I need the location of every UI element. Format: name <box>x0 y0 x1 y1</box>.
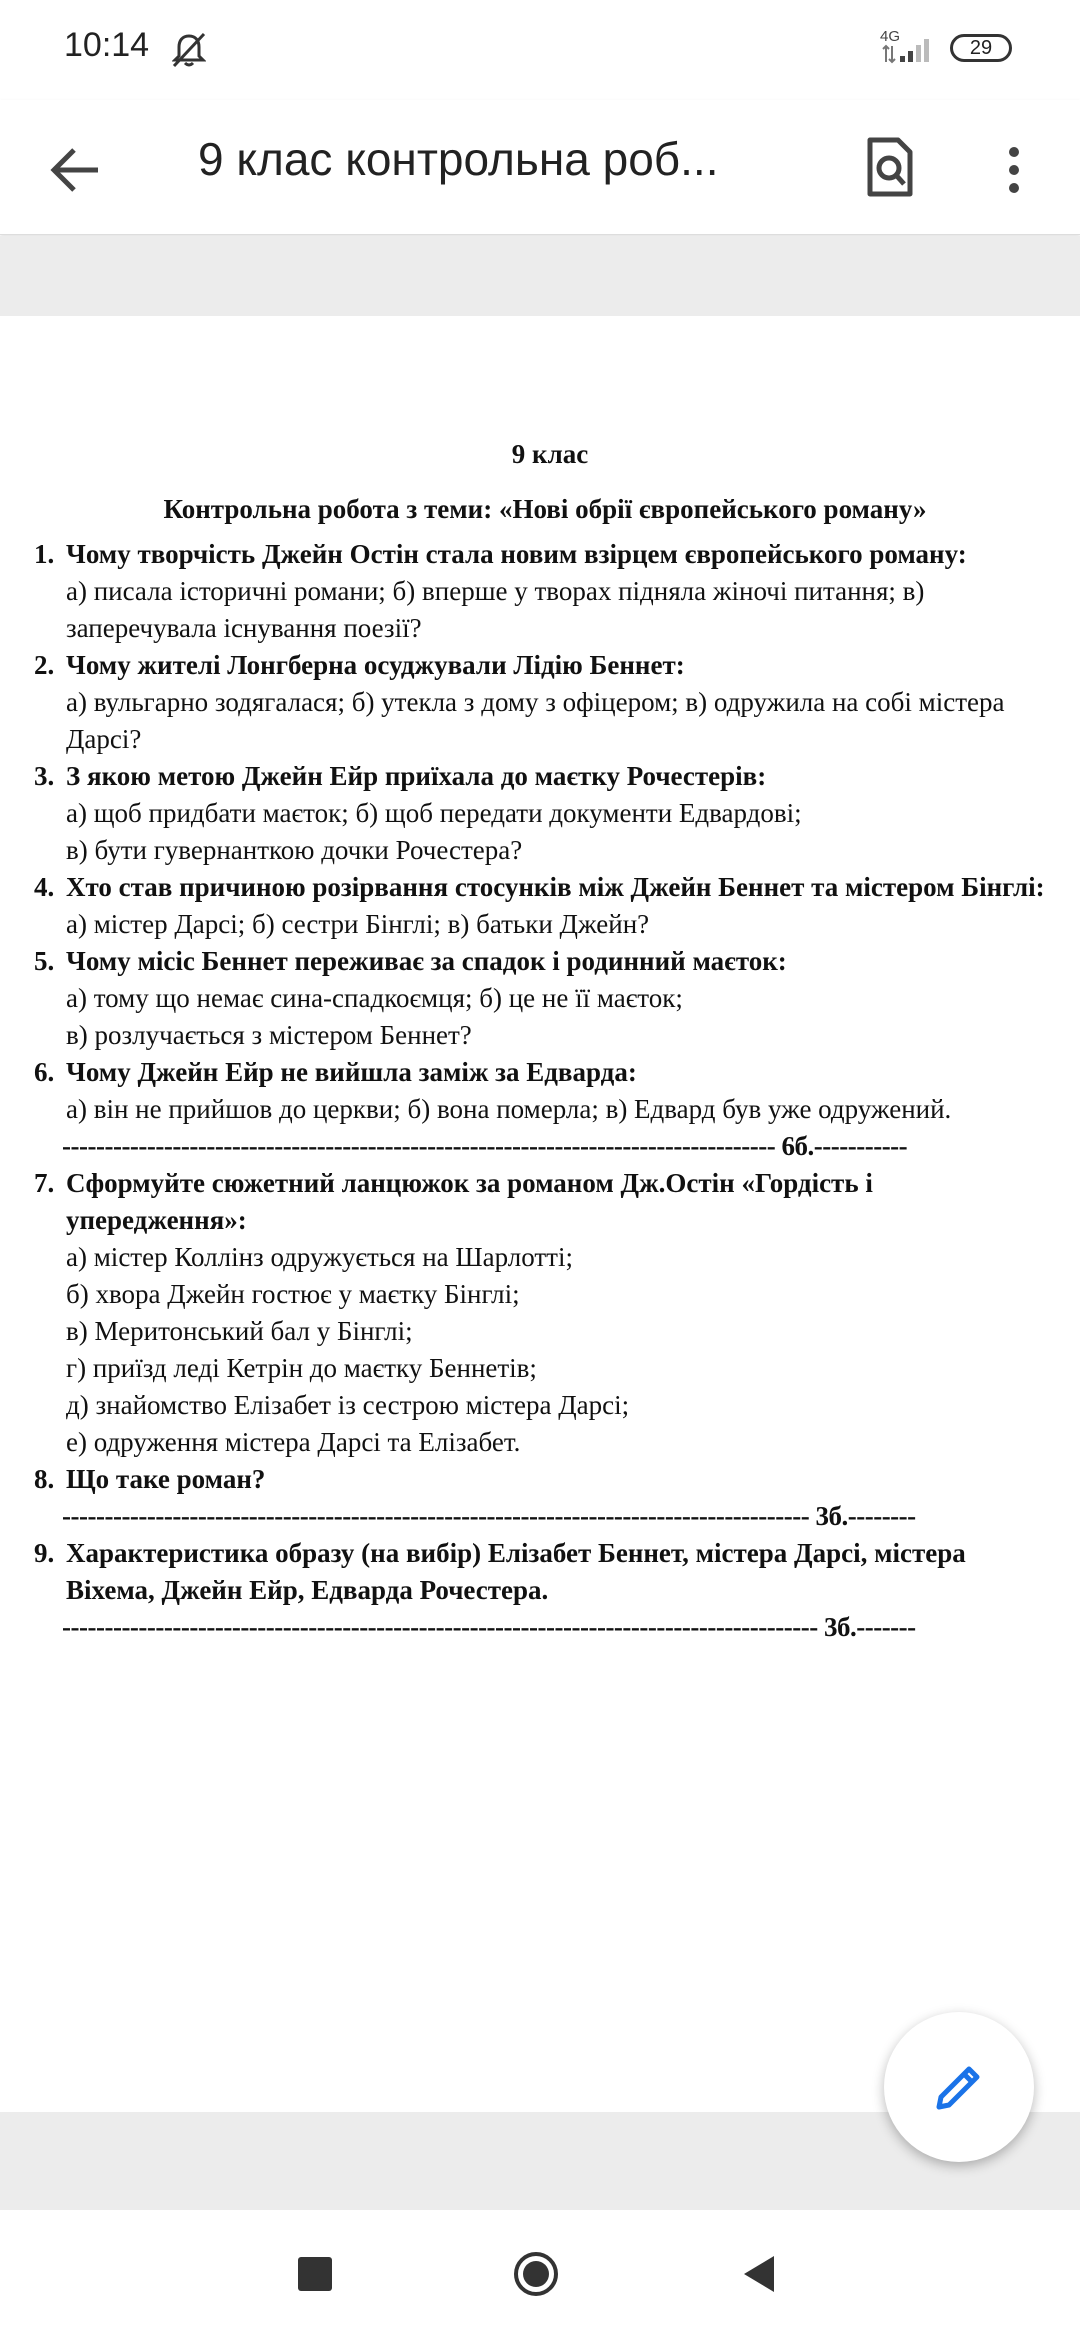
answer-line: а) вульгарно зодягалася; б) утекла з дому з офіцером; в) одружила на собі містера Дарсі? <box>66 687 1005 754</box>
answer-line: г) приїзд леді Кетрін до маєтку Беннетів; <box>66 1353 537 1383</box>
question-text: Сформуйте сюжетний ланцюжок за романом Дж.Остін «Гордість і упередження»: <box>66 1168 873 1235</box>
more-vertical-icon[interactable] <box>994 130 1034 210</box>
home-circle-icon[interactable] <box>512 2250 560 2298</box>
question-number: 3. <box>34 761 55 791</box>
answer-line: а) він не прийшов до церкви; б) вона померла; в) Едвард був уже одружений. <box>66 1094 952 1124</box>
answer-line: е) одруження містера Дарсі та Елізабет. <box>66 1427 521 1457</box>
question-number: 9. <box>34 1538 55 1568</box>
question-2 <box>30 647 1060 684</box>
answer-line: а) писала історичні романи; б) вперше у творах підняла жіночі питання; в) заперечувала існування поезії? <box>66 576 925 643</box>
signal-icon <box>882 36 934 64</box>
question-1 <box>30 536 1060 573</box>
question-number: 2. <box>34 650 55 680</box>
question-number: 1. <box>34 539 55 569</box>
question-4 <box>30 869 1060 906</box>
document-content <box>30 436 1060 1646</box>
answer-line: д) знайомство Елізабет із сестрою містера Дарсі; <box>66 1390 630 1420</box>
question-number: 5. <box>34 946 55 976</box>
answer-line: в) Меритонський бал у Бінглі; <box>66 1316 413 1346</box>
question-text: Що таке роман? <box>66 1464 266 1494</box>
edit-fab-button[interactable] <box>884 2012 1034 2162</box>
app-bar <box>0 100 1080 235</box>
question-9 <box>30 1535 1060 1609</box>
system-nav-bar <box>0 2210 1080 2340</box>
answer-line: в) бути гувернанткою дочки Рочестера? <box>66 835 523 865</box>
answer-line: а) тому що немає сина-спадкоємця; б) це не її маєток; <box>66 983 683 1013</box>
answer-line: а) містер Коллінз одружується на Шарлотті; <box>66 1242 573 1272</box>
bell-off-icon <box>172 32 206 68</box>
network-type: 4G <box>880 28 901 45</box>
question-5 <box>30 943 1060 980</box>
document-page[interactable] <box>0 316 1080 2112</box>
back-triangle-icon[interactable] <box>740 2252 780 2296</box>
status-bar <box>0 0 1080 100</box>
answer-line: б) хвора Джейн гостює у маєтку Бінглі; <box>66 1279 520 1309</box>
question-text: Хто став причиною розірвання стосунків між Джейн Беннет та містером Бінглі: <box>66 872 1045 902</box>
question-text: З якою метою Джейн Ейр приїхала до маєтку Рочестерів: <box>66 761 767 791</box>
question-text: Чому творчість Джейн Остін стала новим взірцем європейського роману: <box>66 539 967 569</box>
question-text: Чому жителі Лонгберна осуджували Лідію Беннет: <box>66 650 685 680</box>
doc-heading: 9 клас <box>511 439 589 469</box>
battery-indicator: 29 <box>950 34 1012 62</box>
status-time: 10:14 <box>64 26 150 64</box>
question-number: 4. <box>34 872 55 902</box>
find-in-document-icon[interactable] <box>848 124 928 210</box>
score-separator-8: ---------------------------------------------------------------------------------------- 3б.-------- <box>62 1501 916 1531</box>
question-text: Чому Джейн Ейр не вийшла заміж за Едварда: <box>66 1057 637 1087</box>
question-text: Чому місіс Беннет переживає за спадок і родинний маєток: <box>66 946 787 976</box>
pencil-icon <box>929 2057 989 2117</box>
page-gap-top <box>0 236 1080 316</box>
question-6 <box>30 1054 1060 1091</box>
question-text: Характеристика образу (на вибір) Елізабет Беннет, містера Дарсі, містера Віхема, Джейн Ейр, Едварда Рочестера. <box>66 1538 966 1605</box>
answer-line: а) містер Дарсі; б) сестри Бінглі; в) батьки Джейн? <box>66 909 650 939</box>
back-arrow-icon[interactable] <box>40 130 120 210</box>
answer-line: а) щоб придбати маєток; б) щоб передати документи Едвардові; <box>66 798 802 828</box>
doc-subheading: Контрольна робота з теми: «Нові обрії європейського роману» <box>163 494 927 524</box>
question-8 <box>30 1461 1060 1498</box>
recents-square-icon[interactable] <box>298 2257 332 2291</box>
question-7 <box>30 1165 1060 1239</box>
question-number: 8. <box>34 1464 55 1494</box>
document-title: 9 клас контрольна роб... <box>198 133 719 185</box>
question-number: 6. <box>34 1057 55 1087</box>
answer-line: в) розлучається з містером Беннет? <box>66 1020 472 1050</box>
score-separator-9: ----------------------------------------------------------------------------------------- 3б.------- <box>62 1612 916 1642</box>
score-separator-6: ------------------------------------------------------------------------------------ 6б.----------- <box>62 1131 908 1161</box>
question-number: 7. <box>34 1168 55 1198</box>
question-3 <box>30 758 1060 795</box>
